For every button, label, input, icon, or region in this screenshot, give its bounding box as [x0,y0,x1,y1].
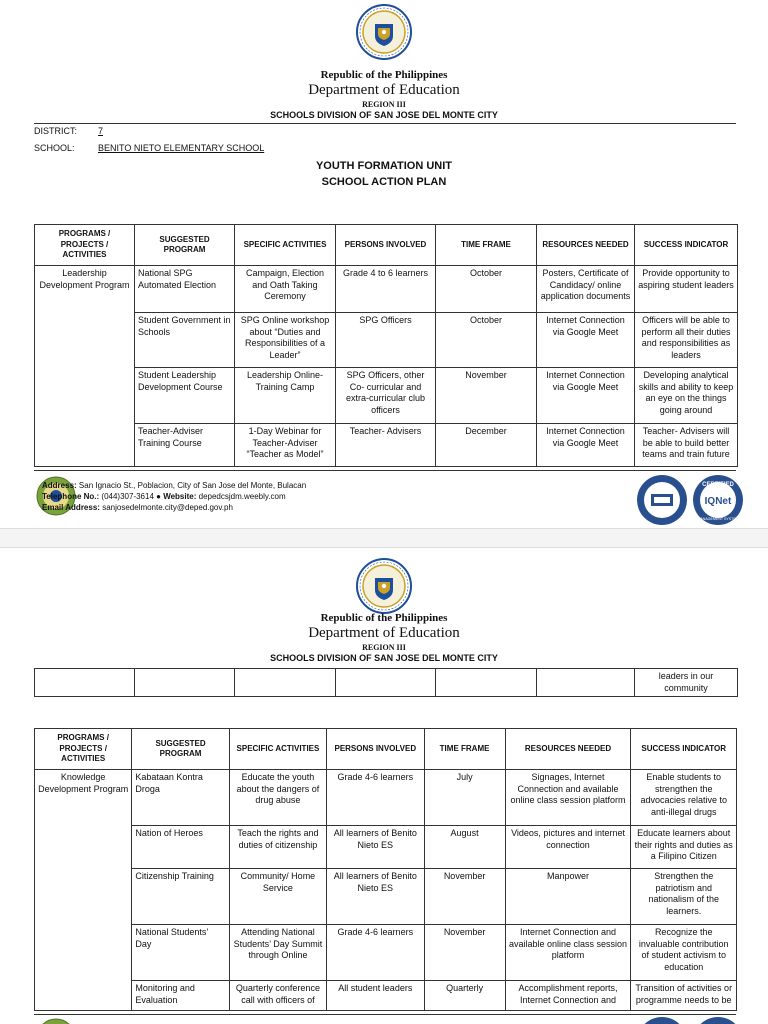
activities-cell: Educate the youth about the dangers of drug abuse [229,770,326,826]
division-heading: SCHOOLS DIVISION OF SAN JOSE DEL MONTE CITY [270,110,498,120]
col-header-resources: RESOURCES NEEDED [537,225,635,266]
suggested-cell: Monitoring and Evaluation [132,981,229,1011]
persons-cell: All learners of Benito Nieto ES [327,826,424,869]
indicator-cell: Developing analytical skills and ability to keep an eye on the things going around [635,368,738,424]
indicator-cell: Transition of activities or programme needs to be [631,981,737,1011]
indicator-cell: Officers will be able to perform all their duties and responsibilities as leaders [635,313,738,368]
persons-cell: SPG Officers [336,313,436,368]
activities-cell: Leadership Online-Training Camp [235,368,336,424]
resources-cell: Accomplishment reports, Internet Connection and [505,981,631,1011]
header-divider [34,123,736,124]
suggested-cell: Teacher-Adviser Training Course [135,424,235,467]
resources-cell: Internet Connection and available online class session platform [505,925,631,981]
activities-cell: Campaign, Election and Oath Taking Ceremony [235,266,336,313]
district-label: DISTRICT: [34,126,78,136]
table-row [35,368,738,424]
indicator-cell: Strengthen the patriotism and nationalism of the learners. [631,869,737,925]
plan-title: SCHOOL ACTION PLAN [321,176,447,188]
time-cell: December [436,424,537,467]
persons-cell: Grade 4 to 6 learners [336,266,436,313]
suggested-cell: Student Government in Schools [135,313,235,368]
footer-address: Address: San Ignacio St., Poblacion, City of San Jose del Monte, Bulacan [42,481,307,490]
document-page-2 [0,548,768,1024]
table-row [35,826,737,869]
footer-email: Email Address: sanjosedelmonte.city@deped.gov.ph [42,502,233,512]
table-row [35,981,737,1011]
email-link[interactable]: sanjosedelmonte.city@deped.gov.ph [102,502,233,512]
resources-cell: Manpower [505,869,631,925]
resources-cell: Signages, Internet Connection and available online class session platform [505,770,631,826]
footer-divider [34,470,736,471]
iso-certification-logo [636,474,688,526]
col-header-activities: SPECIFIC ACTIVITIES [229,729,326,770]
persons-cell: SPG Officers, other Co- curricular and extra-curricular club officers [336,368,436,424]
time-cell: July [424,770,505,826]
col-header-programs: PROGRAMS / PROJECTS / ACTIVITIES [35,225,135,266]
region-heading: REGION III [362,643,406,652]
deped-seal-logo [356,558,412,614]
resources-cell: Internet Connection via Google Meet [537,313,635,368]
time-cell: October [436,313,537,368]
iqnet-certification-logo [692,1016,744,1024]
col-header-indicator: SUCCESS INDICATOR [631,729,737,770]
suggested-cell: Nation of Heroes [132,826,229,869]
deped-seal-logo [356,4,412,60]
republic-heading: Republic of the Philippines [320,69,448,81]
suggested-cell: Student Leadership Development Course [135,368,235,424]
activities-cell: Teach the rights and duties of citizenship [229,826,326,869]
indicator-cell: Recognize the invaluable contribution of student activism to education [631,925,737,981]
iqnet-text: IQNet [704,496,732,507]
activities-cell: Attending National Students’ Day Summit through Online [229,925,326,981]
col-header-activities: SPECIFIC ACTIVITIES [235,225,336,266]
school-label: SCHOOL: [34,143,75,153]
certified-text: CERTIFIED [702,482,734,488]
resources-cell: Posters, Certificate of Candidacy/ online application documents [537,266,635,313]
table-row [35,266,738,313]
col-header-resources: RESOURCES NEEDED [505,729,631,770]
iqnet-certification-logo [692,474,744,526]
resources-cell: Internet Connection via Google Meet [537,424,635,467]
persons-cell: Teacher- Advisers [336,424,436,467]
activities-cell: SPG Online workshop about “Duties and Responsibilities of a Leader” [235,313,336,368]
table-row [35,869,737,925]
col-header-programs: PROGRAMS / PROJECTS / ACTIVITIES [35,729,132,770]
department-heading: Department of Education [308,625,460,641]
republic-heading: Republic of the Philippines [320,612,448,624]
suggested-cell: Citizenship Training [132,869,229,925]
page-separator [0,528,768,548]
time-cell: August [424,826,505,869]
indicator-cell: Educate learners about their rights and duties as a Filipino Citizen [631,826,737,869]
indicator-cell: Enable students to strengthen the advocacies relative to anti-illegal drugs [631,770,737,826]
program-cell: Leadership Development Program [35,266,135,467]
table-row [35,770,737,826]
table-header-row [35,729,737,770]
iso-certification-logo [636,1016,688,1024]
indicator-cell: leaders in our community [635,669,738,697]
table-header-row [35,225,738,266]
col-header-time: TIME FRAME [424,729,505,770]
col-header-suggested: SUGGESTED PROGRAM [135,225,235,266]
resources-cell: Internet Connection via Google Meet [537,368,635,424]
time-cell: Quarterly [424,981,505,1011]
school-value: BENITO NIETO ELEMENTARY SCHOOL [98,143,265,153]
division-logo [36,1018,76,1024]
website-link[interactable]: depedcsjdm.weebly.com [198,491,286,501]
footer-divider [34,1014,736,1015]
division-heading: SCHOOLS DIVISION OF SAN JOSE DEL MONTE CITY [270,653,498,663]
district-value: 7 [98,126,104,136]
persons-cell: Grade 4-6 learners [327,770,424,826]
activities-cell: Quarterly conference call with officers of [229,981,326,1011]
col-header-persons: PERSONS INVOLVED [336,225,436,266]
suggested-cell: National SPG Automated Election [135,266,235,313]
activities-cell: 1-Day Webinar for Teacher-Adviser “Teacher as Model” [235,424,336,467]
action-plan-table-2 [34,728,737,1011]
table-row [35,424,738,467]
activities-cell: Community/ Home Service [229,869,326,925]
time-cell: October [436,266,537,313]
table-row [35,669,738,697]
time-cell: November [436,368,537,424]
persons-cell: All student leaders [327,981,424,1011]
suggested-cell: National Students’ Day [132,925,229,981]
col-header-persons: PERSONS INVOLVED [327,729,424,770]
footer-contact: Telephone No.: (044)307-3614 ● Website: depedcsjdm.weebly.com [42,491,286,501]
col-header-suggested: SUGGESTED PROGRAM [132,729,229,770]
table-row [35,925,737,981]
unit-title: YOUTH FORMATION UNIT [315,160,453,172]
col-header-time: TIME FRAME [436,225,537,266]
indicator-cell: Provide opportunity to aspiring student leaders [635,266,738,313]
continuation-table [34,668,738,697]
col-header-indicator: SUCCESS INDICATOR [635,225,738,266]
time-cell: November [424,869,505,925]
suggested-cell: Kabataan Kontra Droga [132,770,229,826]
action-plan-table-1 [34,224,738,467]
time-cell: November [424,925,505,981]
region-heading: REGION III [362,100,406,109]
department-heading: Department of Education [308,82,460,98]
table-row [35,313,738,368]
resources-cell: Videos, pictures and internet connection [505,826,631,869]
program-cell: Knowledge Development Program [35,770,132,1011]
indicator-cell: Teacher- Advisers will be able to build better teams and train future [635,424,738,467]
persons-cell: Grade 4-6 learners [327,925,424,981]
persons-cell: All learners of Benito Nieto ES [327,869,424,925]
management-system-text: MANAGEMENT SYSTEM [697,517,739,521]
